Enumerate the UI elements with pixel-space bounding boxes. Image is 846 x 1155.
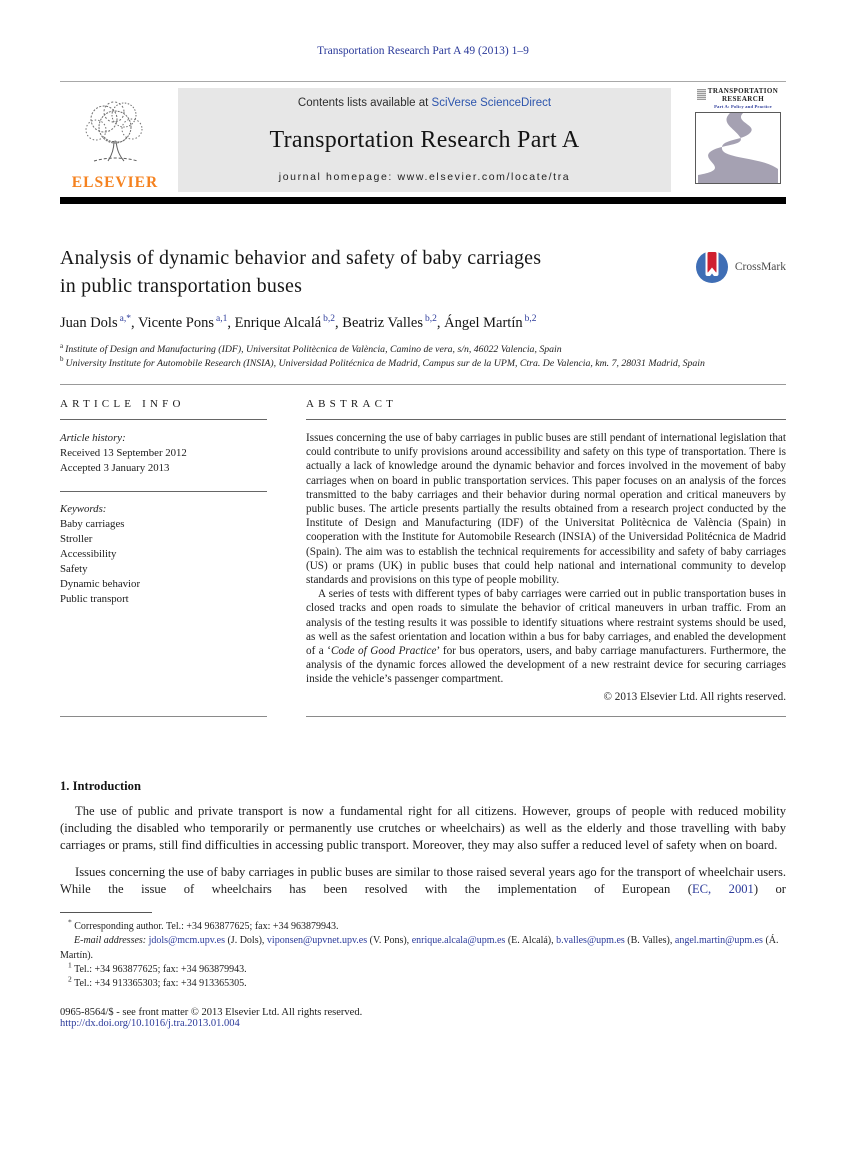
article-info-heading: ARTICLE INFO	[60, 398, 185, 410]
abstract-heading: ABSTRACT	[306, 398, 398, 410]
email-link[interactable]: enrique.alcala@upm.es	[411, 935, 506, 947]
article-info-separator-rule	[60, 491, 267, 492]
article-info-heading-rule	[60, 419, 267, 420]
email-owner: (V. Pons),	[367, 935, 412, 947]
corresponding-author-note: * Corresponding author. Tel.: +34 963877625; fax: +34 963879943.	[68, 917, 339, 933]
journal-banner	[60, 88, 786, 192]
author-affiliation-sup: b,2	[524, 314, 537, 325]
paper-title-line1: Analysis of dynamic behavior and safety of baby carriages	[60, 247, 542, 269]
homepage-label: journal homepage:	[278, 171, 393, 183]
email-owner: (J. Dols),	[224, 935, 267, 947]
journal-cover-thumbnail[interactable]	[689, 88, 786, 192]
article-info-column	[60, 398, 267, 717]
author-affiliation-sup: b,2	[323, 314, 336, 325]
keyword: Stroller	[60, 533, 93, 545]
keywords-label: Keywords:	[60, 503, 107, 515]
cover-header	[697, 88, 778, 109]
copyright-line: © 2013 Elsevier Ltd. All rights reserved.	[603, 690, 786, 703]
header-divider	[60, 81, 786, 82]
author: Beatriz Valles $^{b,2}$,	[342, 314, 445, 331]
email-owner: (E. Alcalá),	[505, 935, 557, 947]
author-affiliation-sup: b,2	[424, 314, 437, 325]
author: Vicente Pons $^{a,1}$,	[137, 314, 235, 331]
article-history-label: Article history:	[60, 432, 126, 444]
email-owner: (Á. Martín).	[60, 935, 779, 961]
contents-line	[298, 97, 551, 109]
code-of-good-practice-italic: Code of Good Practice	[330, 645, 437, 658]
cover-title	[708, 88, 778, 103]
journal-title: Transportation Research Part A	[269, 126, 580, 153]
author: Juan Dols $^{a,*}$,	[60, 314, 138, 331]
article-info-bottom-rule	[60, 716, 267, 717]
running-head-journal-ref: Transportation Research Part A 49 (2013) 1–9	[317, 45, 529, 57]
keyword: Dynamic behavior	[60, 578, 141, 590]
author: Enrique Alcalá $^{b,2}$,	[234, 314, 343, 331]
banner-center-panel	[178, 88, 671, 192]
footnote-1-marker: 1	[68, 960, 72, 970]
footnote-divider	[60, 912, 152, 913]
asterisk-marker: *	[68, 917, 72, 927]
footnote-2-marker: 2	[68, 974, 72, 984]
email-link[interactable]: jdols@mcm.upv.es	[148, 935, 225, 947]
cover-title-line1: TRANSPORTATION	[707, 87, 779, 95]
affiliation-a: $^a$ Institute of Design and Manufacturing (IDF), Universitat Politècnica de València, Camino de vera, s/n, 46022 Valencia, Spain	[60, 341, 562, 355]
email-link[interactable]: viponsen@upvnet.upv.es	[266, 935, 368, 947]
elsevier-tree-icon	[74, 97, 156, 175]
email-addresses-note	[60, 934, 786, 962]
keyword: Accessibility	[60, 548, 117, 560]
doi-link[interactable]: http://dx.doi.org/10.1016/j.tra.2013.01.004	[60, 1018, 240, 1030]
keyword: Public transport	[60, 593, 129, 605]
homepage-url-link[interactable]: www.elsevier.com/locate/tra	[397, 171, 571, 183]
email-link[interactable]: angel.martin@upm.es	[674, 935, 763, 947]
elsevier-logo[interactable]	[60, 88, 170, 192]
cover-subtitle: Part A: Policy and Practice	[714, 104, 772, 109]
footnotes	[60, 917, 786, 991]
cover-road-art	[695, 112, 781, 184]
banner-black-rule	[60, 197, 786, 204]
footnote-1: $^1$ Tel.: +34 963877625; fax: +34 963879943.	[68, 960, 247, 975]
author-affiliation-sup: a,1	[216, 314, 228, 325]
contents-prefix: Contents lists available at	[297, 97, 429, 109]
sciverse-sciencedirect-link[interactable]: SciVerse ScienceDirect	[431, 97, 552, 109]
intro-paragraph-2: Issues concerning the use of baby carriages in public buses are similar to those raised several years ago for the transport of wheelchair users. While the issue of wheelchairs has been resolved with the implementation of European (EC, 2001) or	[60, 864, 786, 896]
info-abstract-section	[60, 398, 786, 717]
winding-road-icon	[696, 113, 780, 183]
abstract-bottom-rule	[306, 716, 786, 717]
history-received: Received 13 September 2012	[60, 447, 187, 459]
abstract-column	[306, 398, 786, 717]
crossmark-badge[interactable]	[695, 250, 786, 284]
abstract-paragraph-1: Issues concerning the use of baby carriages in public buses are still pendant of international legislation that could contribute to unify provisions around accessibility and safety on this type of transportation. There is actually a lack of knowledge around the dynamic behavior and forces involved in the movement of baby carriages when on board in public transportation services. This paper focuses on an analysis of the forces transmitted to the baby carriages and their behavior during normal operation and critical maneuvers by public buses. The article presents partially the results obtained from a research project conducted by the Institute of Design and Manufacturing (IDF) of the Universitat Politècnica de València (Spain) in cooperation with the Institute for Automobile Research (INSIA) of the Universidad Politécnica de Madrid (Spain). The aim was to establish the technical requirements for accessibility and safety of baby carriages (US) or prams (UK) in public buses that could help national and international community to develop standards and provisions on this type of people mobility.	[306, 432, 786, 587]
paper-title-line2: in public transportation buses	[60, 275, 303, 297]
keyword: Baby carriages	[60, 518, 125, 530]
issn-copyright-line: 0965-8564/$ - see front matter © 2013 Elsevier Ltd. All rights reserved.	[60, 1007, 363, 1019]
email-link[interactable]: b.valles@upm.es	[556, 935, 625, 947]
citation-link-ec-2001[interactable]: EC, 2001	[691, 881, 754, 896]
crossmark-label: CrossMark	[734, 261, 786, 273]
section-heading-introduction: 1. Introduction	[60, 778, 141, 793]
elsevier-wordmark: ELSEVIER	[71, 173, 159, 191]
author-list	[60, 315, 786, 332]
affiliation-b: $^b$ University Institute for Automobile Research (INSIA), Universidad Politécnica de Madrid, Campus sur de la UPM, Ctra. De Valencia, km. 7, 28031 Madrid, Spain	[60, 355, 705, 369]
abstract-paragraph-2: A series of tests with different types of baby carriages were carried out in public transportation buses in closed tracks and open roads to simulate the behavior of critical maneuvers in urban traffic. From an analysis of the testing results it was possible to identify situations where restraint systems should be used, as well as the safest orientation and location within a bus for baby carriages, and enabled the development of a ‘Code of Good Practice’ for bus operators, users, and baby carriage manufacturers. Furthermore, the analysis of the dynamic forces allowed the development of a new restraint device for securing carriages inside the vehicle’s passenger compartment.	[306, 588, 786, 686]
intro-paragraph-1: The use of public and private transport is now a fundamental right for all citizens. However, groups of people with reduced mobility (including the disabled who temporarily or permanently use crutches or wheelchairs) as well as the elderly and those travelling with baby carriages or prams, still find difficulties in accessing public transport. Moreover, they may also suffer a reduced level of safety when on board.	[60, 803, 786, 853]
homepage-line	[279, 171, 570, 183]
author-affiliation-sup: a,*	[119, 314, 131, 325]
keyword: Safety	[60, 563, 88, 575]
doi-line	[60, 1018, 786, 1029]
affiliations	[60, 343, 786, 370]
history-accepted: Accepted 3 January 2013	[60, 462, 170, 474]
email-label: E-mail addresses:	[74, 935, 147, 947]
author: Ángel Martín $^{b,2}$	[444, 314, 537, 331]
footnote-2: $^2$ Tel.: +34 913365303; fax: +34 913365305.	[68, 974, 247, 989]
title-block-divider	[60, 384, 786, 385]
cover-title-line2: RESEARCH	[721, 94, 765, 103]
cover-stamp-icon	[697, 89, 706, 100]
crossmark-icon	[695, 250, 729, 284]
paper-title	[60, 244, 541, 300]
email-owner: (B. Valles),	[624, 935, 675, 947]
abstract-heading-rule	[306, 419, 786, 420]
